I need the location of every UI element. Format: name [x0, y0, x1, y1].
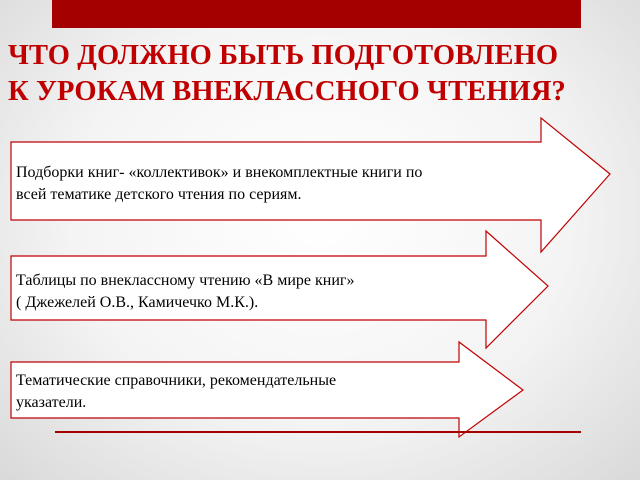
slide-title-line-1: ЧТО ДОЛЖНО БЫТЬ ПОДГОТОВЛЕНО: [8, 40, 559, 71]
bottom-accent-line: [55, 431, 581, 433]
arrow-text-2-line-1: Таблицы по внеклассному чтению «В мире книг»: [16, 272, 355, 289]
slide-title-line-2: К УРОКАМ ВНЕКЛАССНОГО ЧТЕНИЯ?: [8, 76, 566, 107]
arrow-text-1-line-2: всей тематике детского чтения по сериям.: [16, 186, 302, 203]
arrow-text-1-line-1: Подборки книг- «коллективок» и внекомплектные книги по: [16, 164, 423, 181]
arrow-text-3: [16, 370, 336, 414]
arrow-text-3-line-1: Тематические справочники, рекомендательные: [16, 372, 337, 389]
arrow-text-3-line-2: указатели.: [16, 394, 87, 411]
arrow-text-2-line-2: ( Джежелей О.В., Камичечко М.К.).: [16, 294, 259, 311]
